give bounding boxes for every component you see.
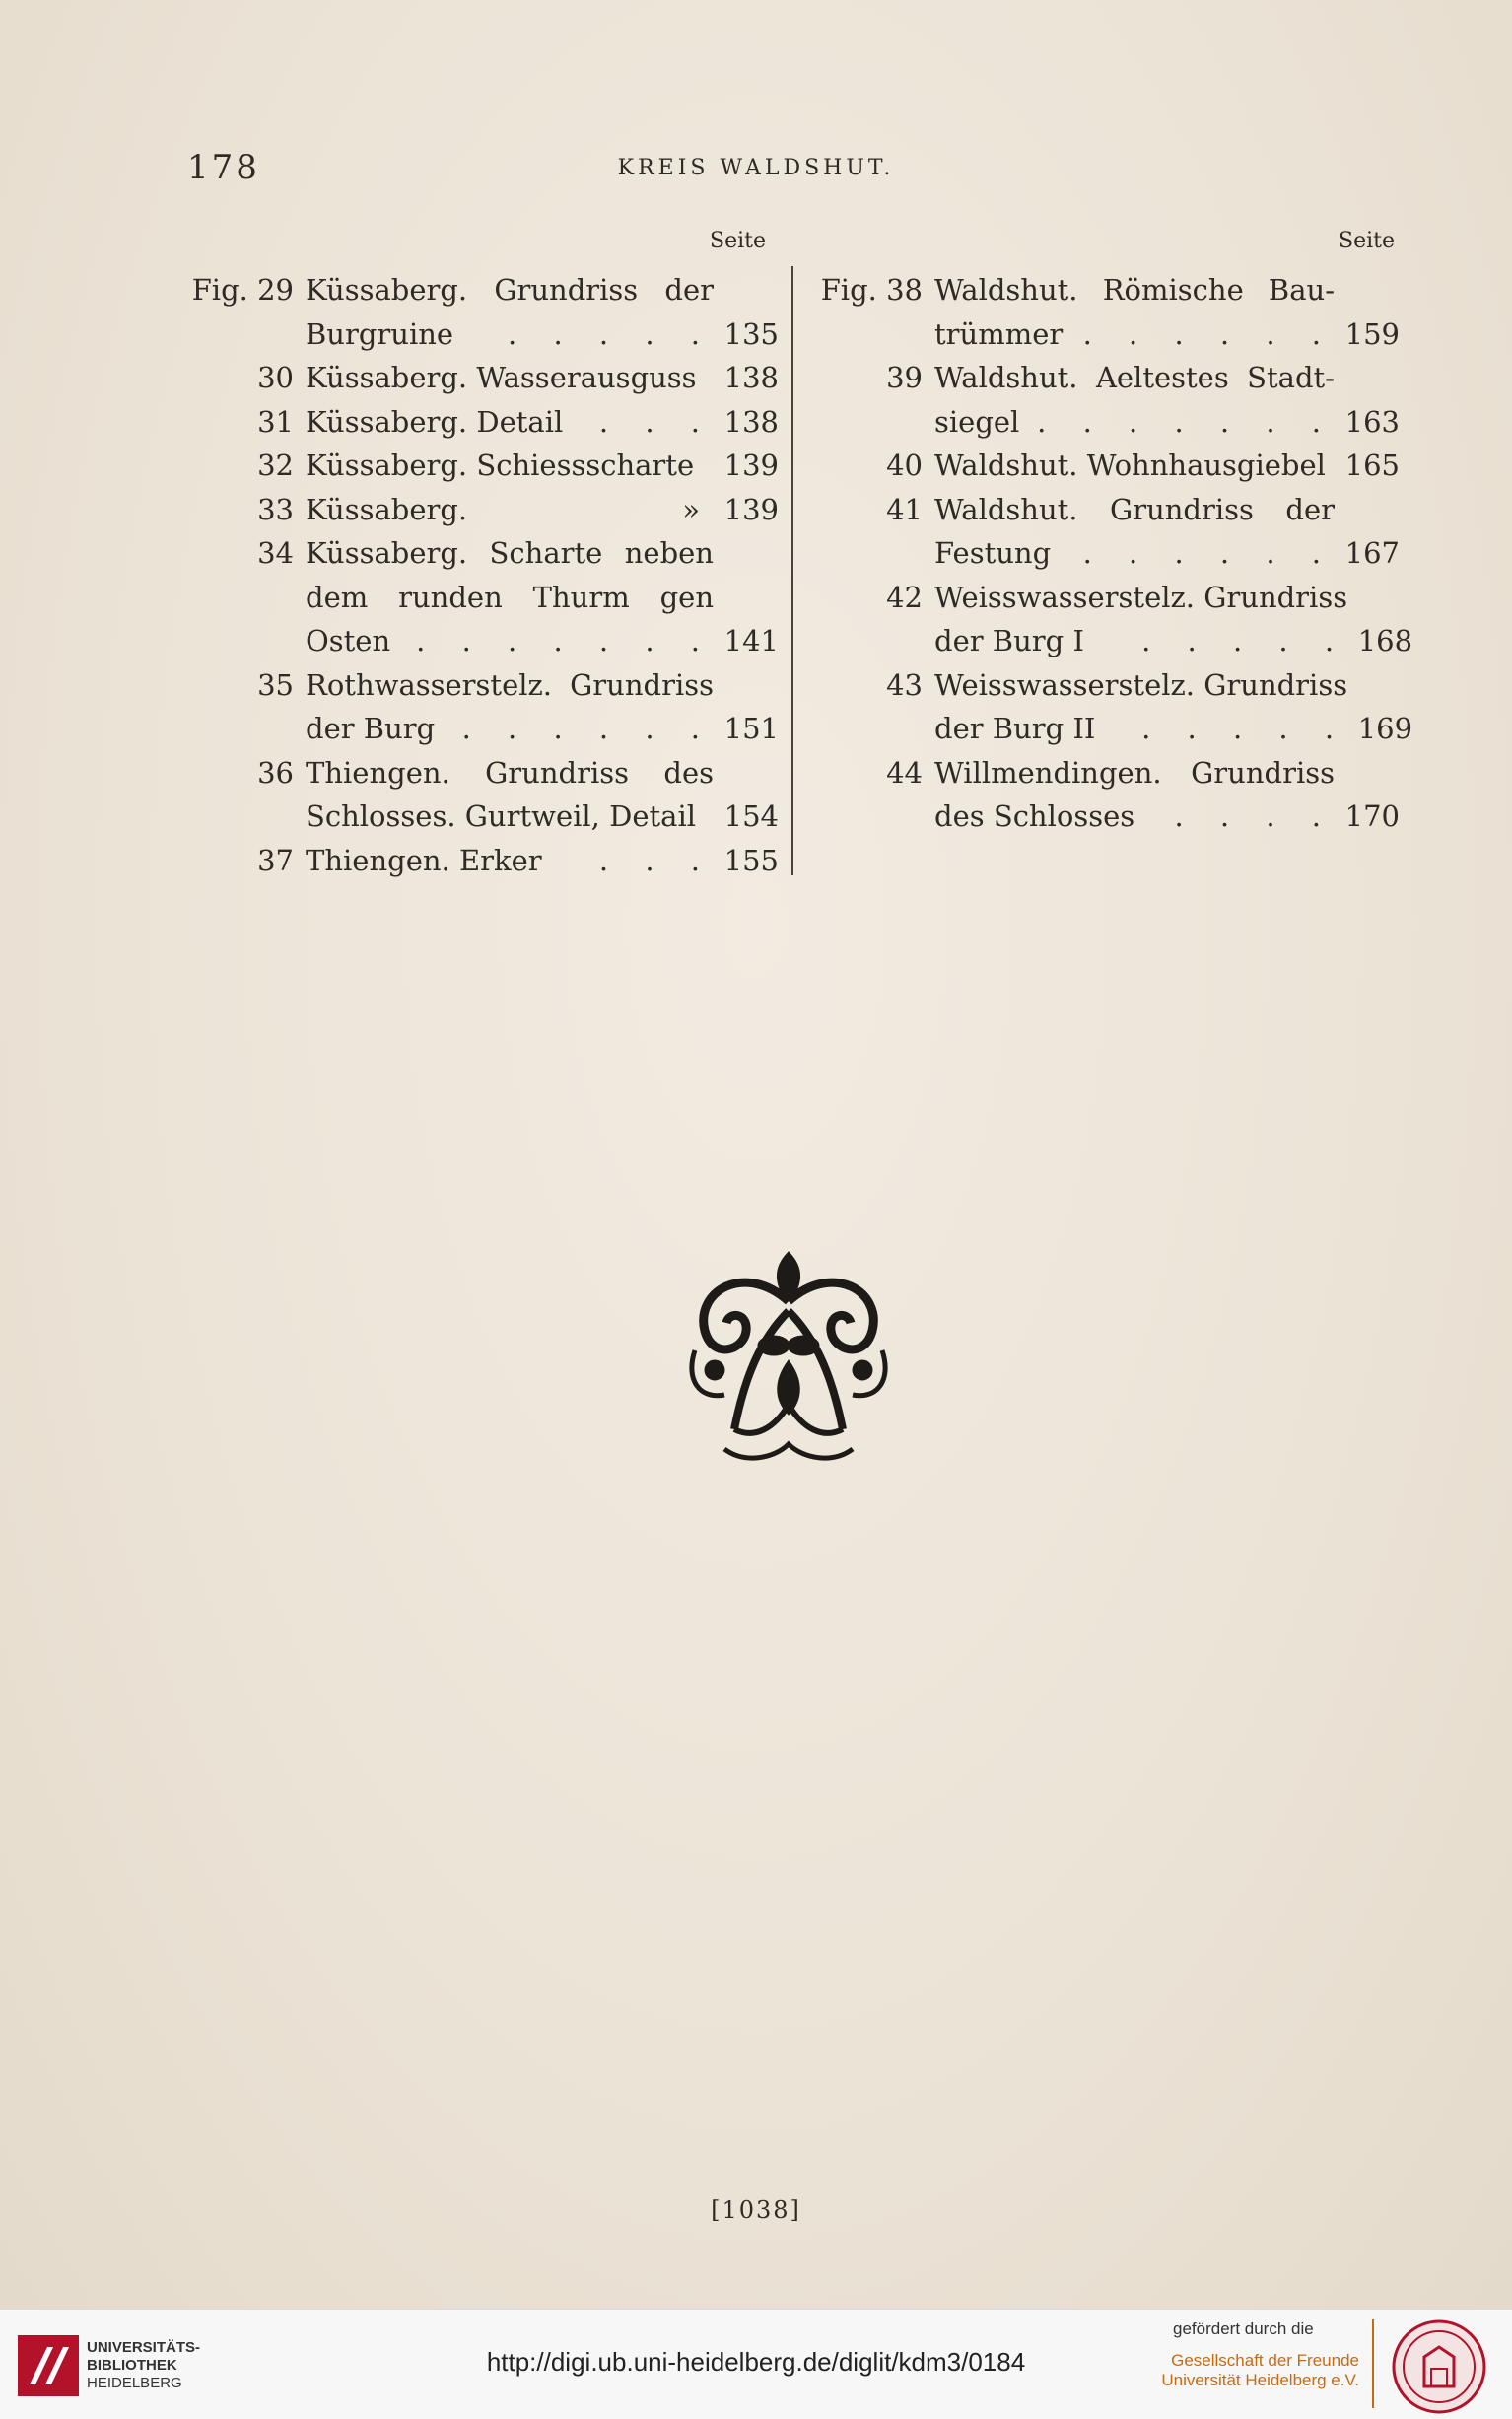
page-reference: 169: [1357, 712, 1413, 745]
figure-entry: [187, 663, 779, 751]
sponsor-line-1: Gesellschaft der Freunde: [1171, 2351, 1359, 2370]
library-line-2: BIBLIOTHEK: [87, 2357, 177, 2374]
leader-dots: . . . . .: [1141, 712, 1348, 745]
figure-entry: [812, 356, 1400, 444]
page-reference: 163: [1344, 404, 1400, 439]
figure-entry: [812, 663, 1413, 751]
figure-entry: [812, 751, 1400, 839]
caption-line: Küssaberg. Scharte neben: [306, 536, 714, 570]
figure-entry: [187, 356, 779, 400]
figure-number: 40: [886, 449, 923, 482]
caption-line: Waldshut. Römische Bau-: [934, 273, 1335, 307]
viewer-footer: [0, 2309, 1512, 2419]
page-reference: 139: [723, 449, 779, 482]
running-head: [187, 148, 1325, 187]
library-line-1: UNIVERSITÄTS-: [87, 2339, 201, 2356]
page-reference: 151: [723, 712, 779, 745]
leader-dots: [694, 444, 720, 488]
leader-dots: . . . .: [1174, 799, 1335, 833]
university-seal-icon[interactable]: [1390, 2317, 1488, 2416]
page-reference: 141: [723, 624, 779, 657]
caption-line: Waldshut. Aeltestes Stadt-: [934, 361, 1335, 394]
page-reference: 170: [1344, 799, 1400, 833]
page-reference: 135: [723, 316, 779, 351]
caption-line: dem runden Thurm gen: [306, 580, 714, 614]
figure-number: 42: [886, 580, 923, 614]
caption-line: Thiengen. Erker: [306, 843, 542, 877]
caption-line: Küssaberg. Wasserausguss: [306, 361, 697, 394]
column-divider: [791, 266, 793, 875]
page-reference: 165: [1344, 449, 1400, 482]
leader-dots: . . .: [598, 843, 714, 877]
figure-number: 41: [886, 492, 923, 526]
figure-number: 37: [257, 843, 294, 877]
figure-entry: [812, 268, 1400, 356]
leader-dots: . . .: [598, 404, 714, 439]
figure-entry: [812, 576, 1413, 663]
figure-number: 35: [257, 667, 294, 702]
figure-entry: [812, 444, 1400, 488]
figure-entry: [187, 839, 779, 883]
caption-line: Schlosses. Gurtweil, Detail: [306, 799, 697, 833]
caption-line: Willmendingen. Grundriss: [934, 755, 1335, 790]
caption-line: Weisswasserstelz. Grundriss: [934, 667, 1348, 702]
sponsor-label: gefördert durch die: [1173, 2319, 1314, 2338]
figure-entry: [187, 488, 779, 532]
leader-dots: »: [682, 492, 714, 526]
page-reference: 154: [723, 799, 779, 833]
leader-dots: [697, 356, 720, 400]
library-line-3: HEIDELBERG: [87, 2375, 182, 2391]
sponsor-divider: [1372, 2319, 1374, 2408]
figure-number: 33: [257, 492, 294, 526]
leader-dots: . . . . . .: [1082, 536, 1335, 570]
caption-line: Küssaberg.: [306, 492, 468, 526]
caption-line: siegel: [934, 404, 1020, 439]
page-reference: 168: [1357, 624, 1413, 657]
figure-entry: [812, 488, 1400, 576]
caption-line: der Burg I: [934, 624, 1084, 657]
leader-dots: . . . . . . .: [416, 624, 714, 657]
sponsor-name[interactable]: [1161, 2351, 1359, 2390]
caption-line: Thiengen. Grundriss des: [306, 755, 714, 790]
caption-line: der Burg: [306, 712, 436, 745]
figure-number: 30: [257, 361, 294, 394]
figure-entry: [187, 400, 779, 445]
leader-dots: [1326, 444, 1340, 488]
caption-line: Osten: [306, 624, 391, 657]
seite-label-right: Seite: [1339, 229, 1395, 253]
figure-number: 39: [886, 361, 923, 394]
figure-entry: [187, 531, 779, 663]
permalink-url[interactable]: http://digi.ub.uni-heidelberg.de/diglit/kdm3/0184: [486, 2347, 1026, 2377]
leader-dots: . . . . .: [508, 316, 714, 351]
caption-line: Küssaberg. Schiessscharte: [306, 449, 695, 482]
leader-dots: . . . . .: [1141, 624, 1348, 657]
page-reference: 138: [723, 404, 779, 439]
caption-line: Waldshut. Grundriss der: [934, 492, 1335, 526]
caption-line: Waldshut. Wohnhausgiebel: [934, 449, 1326, 482]
caption-line: Weisswasserstelz. Grundriss: [934, 580, 1348, 614]
caption-line: der Burg II: [934, 712, 1096, 745]
leader-dots: . . . . . .: [461, 712, 714, 745]
figure-entry: [187, 444, 779, 488]
figure-entry: [187, 751, 779, 839]
page-reference: 138: [723, 361, 779, 394]
caption-line: Küssaberg. Grundriss der: [306, 273, 714, 307]
running-title: KREIS WALDSHUT.: [617, 156, 895, 180]
leader-dots: [696, 795, 720, 839]
page-number: 178: [187, 148, 260, 187]
page-reference: 159: [1344, 316, 1400, 351]
sheet-signature: [1038]: [711, 2196, 801, 2224]
figure-list-right: [812, 268, 1413, 839]
figure-number: 34: [257, 536, 294, 570]
figure-number: Fig. 29: [191, 273, 294, 307]
page-reference: 167: [1344, 536, 1400, 570]
figure-entry: [187, 268, 779, 356]
figure-list-left: [187, 268, 779, 882]
figure-number: 31: [257, 404, 294, 439]
leader-dots: . . . . . . .: [1037, 404, 1335, 439]
figure-number: Fig. 38: [820, 273, 923, 307]
ornament-vignette: [675, 1232, 902, 1469]
caption-line: Küssaberg. Detail: [306, 404, 564, 439]
caption-line: Burgruine: [306, 316, 454, 351]
caption-line: des Schlosses: [934, 799, 1135, 833]
figure-number: 36: [257, 755, 294, 790]
figure-number: 44: [886, 755, 923, 790]
page-reference: 155: [723, 843, 779, 877]
caption-line: Festung: [934, 536, 1052, 570]
caption-line: Rothwasserstelz. Grundriss: [306, 667, 714, 702]
caption-line: trümmer: [934, 316, 1064, 351]
leader-dots: . . . . . .: [1082, 316, 1335, 351]
seite-label-left: Seite: [710, 229, 766, 253]
figure-number: 43: [886, 667, 923, 702]
page-reference: 139: [723, 492, 779, 526]
sponsor-line-2: Universität Heidelberg e.V.: [1161, 2371, 1359, 2389]
figure-number: 32: [257, 449, 294, 482]
